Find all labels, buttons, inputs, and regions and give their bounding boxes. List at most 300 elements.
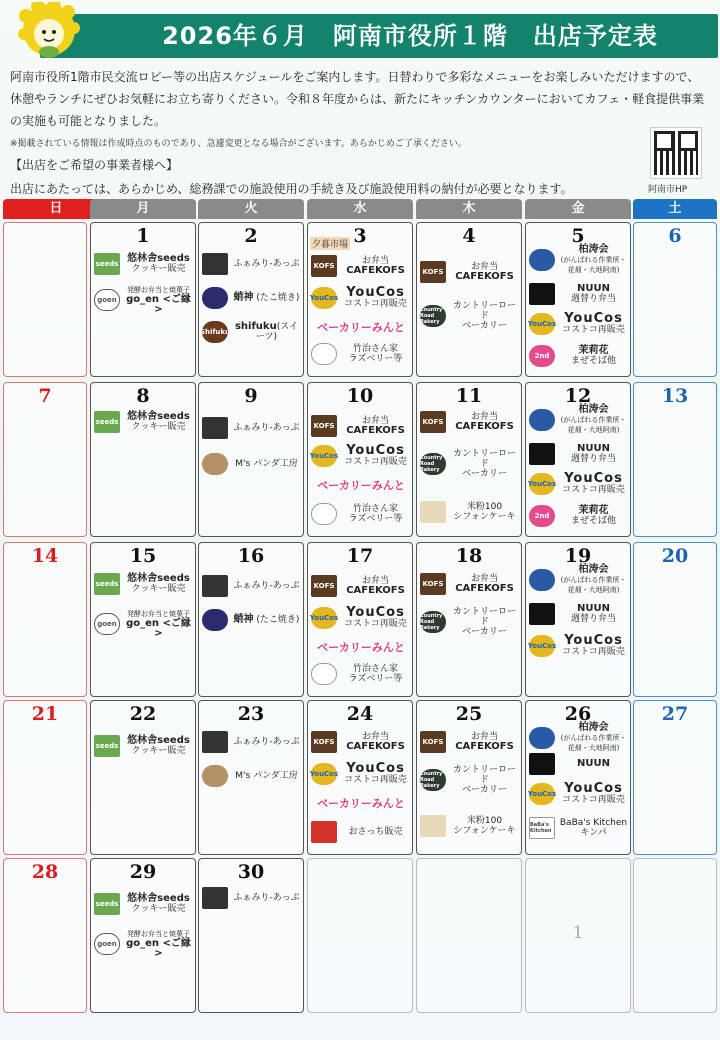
vendor-desc: 発酵お弁当と焼菓子 (127, 610, 190, 618)
vendor-desc: コストコ再販売 (562, 794, 625, 805)
vendor-name: 竹治さん家 (352, 504, 398, 514)
vendor-name: 茉莉花 (578, 345, 609, 356)
country-road-logo-icon: Country Road Bakery (420, 611, 446, 633)
vendor-entry (420, 609, 520, 635)
vendor-desc: ベーカリー (462, 785, 507, 795)
vendor-desc: ラズベリー等 (348, 674, 403, 684)
date-number: 10 (346, 385, 374, 407)
date-number: 4 (462, 225, 476, 247)
chiffon-icon (420, 815, 446, 837)
dow-thu: 木 (416, 199, 522, 219)
day-cell-1[interactable] (90, 222, 196, 377)
vendor-desc: クッキー販売 (131, 746, 186, 756)
nuun-logo-icon (529, 603, 555, 625)
dow-sat: 土 (633, 199, 717, 219)
goen-logo-icon: goen (94, 613, 120, 635)
date-number: 3 (353, 225, 367, 247)
youcos-logo-icon: YouCos (311, 287, 337, 309)
vendor-entry (94, 287, 194, 313)
vendor-desc: コストコ再販売 (562, 484, 625, 495)
youcos-logo-icon: YouCos (311, 607, 337, 629)
vendor-desc: シフォンケーキ (453, 826, 516, 836)
vendor-entry (420, 303, 520, 329)
country-road-logo-icon: Country Road Bakery (420, 305, 446, 327)
day-cell-23[interactable] (198, 700, 304, 855)
vendor-name: カントリーロード (452, 301, 516, 321)
vendor-desc: (たこ焼き) (256, 293, 300, 303)
vendor-entry (529, 503, 629, 529)
vendor-name: ふぁみり-あっぷ (233, 423, 300, 433)
takoyaki-icon (202, 609, 228, 631)
day-cell-19[interactable] (525, 542, 631, 697)
page-header (0, 0, 720, 60)
date-number: 8 (136, 385, 150, 407)
vendor-desc: コストコ再販売 (562, 324, 625, 335)
vendor-entry (202, 451, 302, 477)
day-cell-7[interactable] (3, 382, 87, 537)
vendor-name: NUUN (577, 758, 610, 769)
vendor-entry (311, 791, 411, 817)
vendor-name: CAFEKOFS (346, 265, 405, 276)
vendor-entry (529, 781, 629, 807)
date-number: 9 (244, 385, 258, 407)
vendor-desc: 発酵お弁当と焼菓子 (127, 286, 190, 294)
goen-logo-icon: goen (94, 933, 120, 955)
vendor-name: NUUN (577, 283, 610, 294)
vendor-entry (420, 571, 520, 597)
vendor-entry (94, 409, 194, 435)
vendor-entry (94, 733, 194, 759)
babas-logo-icon: BaBa's Kitchen (529, 817, 555, 839)
vendor-name: カントリーロード (452, 607, 516, 627)
vendor-name: 米粉100 (466, 816, 503, 826)
kofs-logo-icon: KOFS (420, 573, 446, 595)
vendor-desc: お弁当 (470, 732, 498, 742)
vendor-entry (420, 499, 520, 525)
vendor-entry (94, 251, 194, 277)
date-number: 1 (136, 225, 150, 247)
vendor-entry (311, 285, 411, 311)
day-cell-27[interactable] (633, 700, 717, 855)
vendor-desc: コストコ再販売 (344, 618, 407, 629)
vendor-entry (311, 473, 411, 499)
day-cell-29[interactable] (90, 858, 196, 1013)
vendor-name: 悠林舎seeds (127, 735, 190, 746)
vendor-desc: お弁当 (361, 416, 389, 426)
vendor-name: CAFEKOFS (455, 741, 514, 752)
vendor-name: 悠林舎seeds (127, 253, 190, 264)
vendor-desc: お弁当 (361, 576, 389, 586)
vendor-name: go_en <ご縁> (126, 938, 191, 959)
vendor-desc: (たこ焼き) (256, 615, 300, 625)
day-cell-18[interactable] (416, 542, 522, 697)
youcos-logo-icon: YouCos (529, 313, 555, 335)
vendor-entry (529, 311, 629, 337)
date-number: 14 (31, 545, 59, 567)
date-number: 11 (455, 385, 483, 407)
country-road-logo-icon: Country Road Bakery (420, 769, 446, 791)
vendor-name: ふぁみり-あっぷ (233, 259, 300, 269)
takeharu-logo-icon (311, 663, 337, 685)
vendor-name: 悠林舎seeds (127, 411, 190, 422)
date-number: 15 (129, 545, 157, 567)
vendor-desc: コストコ再販売 (562, 646, 625, 657)
vendor-name: YouCos (346, 604, 405, 620)
vendor-entry (311, 605, 411, 631)
day-cell-28[interactable] (3, 858, 87, 1013)
vendor-entry (420, 451, 520, 477)
mascot-icon (18, 2, 80, 60)
day-cell-15[interactable] (90, 542, 196, 697)
kofs-logo-icon: KOFS (311, 255, 337, 277)
shifuku-logo-icon: Shifuku (202, 321, 228, 343)
vendor-desc: クッキー販売 (131, 422, 186, 432)
nuun-logo-icon (529, 753, 555, 775)
vendor-desc: (スイーツ) (255, 322, 299, 342)
day-cell-14[interactable] (3, 542, 87, 697)
day-cell-21[interactable] (3, 700, 87, 855)
date-number: 12 (564, 385, 592, 407)
vendor-entry (529, 404, 629, 434)
vendor-entry (529, 471, 629, 497)
vendor-desc: クッキー販売 (131, 904, 186, 914)
vendor-desc: 週替り弁当 (570, 614, 616, 624)
day-cell-22[interactable] (90, 700, 196, 855)
vendor-name: ふぁみり-あっぷ (233, 581, 300, 591)
day-cell-empty (416, 858, 522, 1013)
date-number: 6 (668, 225, 682, 247)
vendor-entry (311, 413, 411, 439)
vendor-entry (94, 571, 194, 597)
intro-text: 阿南市役所1階市民交流ロビー等の出店スケジュールをご案内します。日替わりで多彩なメニューをお楽しみいただけますので、休憩やランチにぜひお気軽にお立ち寄りください。令和８年度からは、新たにキッチンカウンターにおいてカフェ・軽食提供事業の実施も可能となりました。 (10, 70, 705, 128)
day-cell-13[interactable] (633, 382, 717, 537)
youcos-logo-icon: YouCos (311, 445, 337, 467)
vendor-name: M's パンダ工房 (235, 771, 298, 781)
vendor-entry (311, 501, 411, 527)
vendor-entry (529, 722, 629, 752)
day-cell-30[interactable] (198, 858, 304, 1013)
vendor-name: おさっち (348, 827, 385, 837)
date-number: 25 (455, 703, 483, 725)
day-cell-26[interactable] (525, 700, 631, 855)
bento-icon (202, 253, 228, 275)
kashiwa-logo-icon (529, 727, 555, 749)
vendor-name: カントリーロード (452, 765, 516, 785)
seeds-logo-icon: seeds (94, 411, 120, 433)
vendor-entry (529, 564, 629, 594)
vendor-desc: コストコ再販売 (344, 298, 407, 309)
vendor-entry (202, 415, 302, 441)
date-number: 21 (31, 703, 59, 725)
kofs-logo-icon: KOFS (311, 415, 337, 437)
day-cell-empty (3, 222, 87, 377)
vendor-name: 悠林舎seeds (127, 893, 190, 904)
vendor-desc: お弁当 (470, 412, 498, 422)
youcos-logo-icon: YouCos (529, 635, 555, 657)
vendor-entry (529, 281, 629, 307)
vendor-name: go_en <ご縁> (126, 618, 191, 639)
day-cell-empty (633, 858, 717, 1013)
day-cell-2[interactable] (198, 222, 304, 377)
vendor-entry (420, 729, 520, 755)
date-number: 20 (661, 545, 689, 567)
vendor-name: YouCos (346, 284, 405, 300)
dow-tue: 火 (198, 199, 304, 219)
date-number: 16 (237, 545, 265, 567)
bento-icon (202, 887, 228, 909)
vendor-entry (311, 443, 411, 469)
date-number: 19 (564, 545, 592, 567)
vendor-entry (529, 751, 629, 777)
apply-heading: 【出店をご希望の事業者様へ】 (10, 158, 179, 172)
vendor-entry (420, 813, 520, 839)
nuun-logo-icon (529, 283, 555, 305)
day-cell-24[interactable] (307, 700, 413, 855)
vendor-name: CAFEKOFS (455, 271, 514, 282)
panda-logo-icon (202, 453, 228, 475)
vendor-entry (199, 319, 302, 345)
takoyaki-icon (202, 287, 228, 309)
day-cell-20[interactable] (633, 542, 717, 697)
nuun-logo-icon (529, 443, 555, 465)
vendor-name: YouCos (564, 310, 623, 326)
day-cell-10[interactable] (307, 382, 413, 537)
day-cell-empty (307, 858, 413, 1013)
bento-icon (202, 731, 228, 753)
vendor-desc: ベーカリー (462, 321, 507, 331)
page-title: 2026年６月 阿南市役所１階 出店予定表 (162, 22, 658, 50)
vendor-desc: ラズベリー等 (348, 354, 403, 364)
vendor-entry (311, 819, 411, 845)
day-cell-5[interactable] (525, 222, 631, 377)
matsuri-logo-icon: 2nd (529, 345, 555, 367)
vendor-desc: ラズベリー等 (348, 514, 403, 524)
day-cell-12[interactable] (525, 382, 631, 537)
date-number: 28 (31, 861, 59, 883)
vendor-desc: クッキー販売 (131, 264, 186, 274)
chiffon-icon (420, 501, 446, 523)
panda-logo-icon (202, 765, 228, 787)
day-cell-6[interactable] (633, 222, 717, 377)
vendor-entry (420, 767, 520, 793)
goen-logo-icon: goen (94, 289, 120, 311)
day-cell-4[interactable] (416, 222, 522, 377)
vendor-name: 蛸神 (233, 292, 254, 303)
vendor-name: 蛸神 (233, 614, 254, 625)
vendor-entry (202, 285, 302, 311)
vendor-entry (202, 763, 302, 789)
apply-text: 出店にあたっては、あらかじめ、総務課での施設使用の手続き及び施設使用料の納付が必要となります。 (10, 182, 573, 196)
kofs-logo-icon: KOFS (420, 731, 446, 753)
kofs-logo-icon: KOFS (420, 411, 446, 433)
vendor-name: YouCos (346, 442, 405, 458)
vendor-name: YouCos (564, 470, 623, 486)
vendor-name: go_en <ご縁> (126, 294, 191, 315)
date-number: 17 (346, 545, 374, 567)
vendor-entry (202, 885, 302, 911)
day-cell-next-1 (525, 858, 631, 1013)
matsuri-logo-icon: 2nd (529, 505, 555, 527)
date-number: 27 (661, 703, 689, 725)
vendor-name: 柏涛会 (578, 404, 609, 415)
takeharu-logo-icon (311, 343, 337, 365)
vendor-desc: まぜそば他 (570, 516, 616, 526)
vendor-desc: コストコ再販売 (344, 774, 407, 785)
day-cell-16[interactable] (198, 542, 304, 697)
date-number: 18 (455, 545, 483, 567)
day-cell-25[interactable] (416, 700, 522, 855)
vendor-name: 米粉100 (466, 502, 503, 512)
date-number: 30 (237, 861, 265, 883)
vendor-entry (202, 607, 302, 633)
youcos-logo-icon: YouCos (529, 783, 555, 805)
date-number: 13 (661, 385, 689, 407)
vendor-desc: ベーカリー (462, 627, 507, 637)
vendor-name: ベーカリーみんと (317, 641, 405, 654)
bento-icon (202, 575, 228, 597)
vendor-entry (202, 573, 302, 599)
bento-icon (202, 417, 228, 439)
vendor-desc: (がんばれる作業所・花畑・大地阿南) (560, 256, 627, 274)
vendor-entry (311, 729, 411, 755)
vendor-entry (202, 729, 302, 755)
vendor-name: 茉莉花 (578, 505, 609, 516)
dow-mon: 月 (90, 199, 196, 219)
vendor-name: YouCos (564, 780, 623, 796)
vendor-desc: お弁当 (470, 574, 498, 584)
vendor-entry (311, 761, 411, 787)
vendor-desc: (がんばれる作業所・花畑・大地阿南) (560, 416, 627, 434)
vendor-entry (311, 315, 411, 341)
vendor-name: CAFEKOFS (346, 425, 405, 436)
date-number: 26 (564, 703, 592, 725)
vendor-name: YouCos (564, 632, 623, 648)
date-number: 22 (129, 703, 157, 725)
vendor-name: ふぁみり-あっぷ (233, 737, 300, 747)
vendor-desc: 発酵お弁当と焼菓子 (127, 930, 190, 938)
vendor-desc: クッキー販売 (131, 584, 186, 594)
kashiwa-logo-icon (529, 569, 555, 591)
day-cell-17[interactable] (307, 542, 413, 697)
vendor-entry (529, 244, 629, 274)
qr-label: 阿南市HP (648, 185, 688, 195)
vendor-entry (311, 253, 411, 279)
kashiwa-logo-icon (529, 409, 555, 431)
seeds-logo-icon: seeds (94, 573, 120, 595)
vendor-name: YouCos (346, 760, 405, 776)
seeds-logo-icon: seeds (94, 253, 120, 275)
vendor-desc: (がんばれる作業所・花畑・大地阿南) (560, 576, 627, 594)
vendor-name: ふぁみり-あっぷ (233, 893, 300, 903)
vendor-desc: お弁当 (470, 262, 498, 272)
vendor-entry (202, 251, 302, 277)
vendor-entry (311, 635, 411, 661)
vendor-name: 柏涛会 (578, 244, 609, 255)
vendor-name: 柏涛会 (578, 722, 609, 733)
vendor-name: 竹治さん家 (352, 344, 398, 354)
date-number: 29 (129, 861, 157, 883)
vendor-desc: 販売 (384, 827, 403, 837)
date-number: 1 (572, 923, 584, 943)
dow-sun: 日 (3, 199, 109, 219)
takeharu-logo-icon (311, 503, 337, 525)
vendor-name: ベーカリーみんと (317, 797, 405, 810)
market-tag: 夕暮市場 (310, 237, 350, 250)
vendor-desc: 週替り弁当 (570, 454, 616, 464)
vendor-entry (420, 259, 520, 285)
vendor-desc: シフォンケーキ (453, 512, 516, 522)
vendor-desc: ベーカリー (462, 469, 507, 479)
vendor-name: 柏涛会 (578, 564, 609, 575)
country-road-logo-icon: Country Road Bakery (420, 453, 446, 475)
vendor-entry (311, 573, 411, 599)
kofs-logo-icon: KOFS (420, 261, 446, 283)
day-cell-11[interactable] (416, 382, 522, 537)
vendor-entry (529, 441, 629, 467)
vendor-entry (94, 891, 194, 917)
osacchi-logo-icon (311, 821, 337, 843)
vendor-name: BaBa's Kitchen キンパ (559, 818, 628, 838)
vendor-desc: お弁当 (361, 732, 389, 742)
vendor-name: shifuku (234, 321, 277, 332)
seeds-logo-icon: seeds (94, 735, 120, 757)
vendor-name: 竹治さん家 (352, 664, 398, 674)
vendor-entry (94, 931, 194, 957)
youcos-logo-icon: YouCos (529, 473, 555, 495)
day-cell-9[interactable] (198, 382, 304, 537)
vendor-entry (529, 343, 629, 369)
dow-fri: 金 (525, 199, 631, 219)
vendor-name: ベーカリーみんと (317, 321, 405, 334)
kofs-logo-icon: KOFS (311, 731, 337, 753)
date-number: 24 (346, 703, 374, 725)
day-cell-3[interactable] (307, 222, 413, 377)
qr-code-icon[interactable] (651, 128, 701, 178)
vendor-name: CAFEKOFS (346, 585, 405, 596)
date-number: 5 (571, 225, 585, 247)
vendor-name: NUUN (577, 443, 610, 454)
vendor-desc: (がんばれる作業所・花畑・大地阿南) (560, 734, 627, 752)
day-cell-8[interactable] (90, 382, 196, 537)
vendor-entry (529, 815, 629, 841)
vendor-desc: お弁当 (361, 256, 389, 266)
vendor-name: NUUN (577, 603, 610, 614)
vendor-name: M's パンダ工房 (235, 459, 298, 469)
vendor-name: CAFEKOFS (346, 741, 405, 752)
kashiwa-logo-icon (529, 249, 555, 271)
date-number: 7 (38, 385, 52, 407)
notice-text: ※掲載されている情報は作成時点のものであり、急遽変更となる場合がございます。あらかじめご了承ください。 (10, 139, 467, 149)
vendor-desc: まぜそば他 (570, 356, 616, 366)
vendor-desc: コストコ再販売 (344, 456, 407, 467)
vendor-desc: 週替り弁当 (570, 294, 616, 304)
date-number: 2 (244, 225, 258, 247)
youcos-logo-icon: YouCos (311, 763, 337, 785)
seeds-logo-icon: seeds (94, 893, 120, 915)
vendor-name: 悠林舎seeds (127, 573, 190, 584)
vendor-entry (311, 661, 411, 687)
vendor-entry (529, 601, 629, 627)
vendor-entry (94, 611, 194, 637)
vendor-name: CAFEKOFS (455, 583, 514, 594)
dow-wed: 水 (307, 199, 413, 219)
vendor-name: カントリーロード (452, 449, 516, 469)
vendor-name: CAFEKOFS (455, 421, 514, 432)
vendor-entry (311, 341, 411, 367)
kofs-logo-icon: KOFS (311, 575, 337, 597)
vendor-entry (420, 409, 520, 435)
vendor-name: ベーカリーみんと (317, 479, 405, 492)
